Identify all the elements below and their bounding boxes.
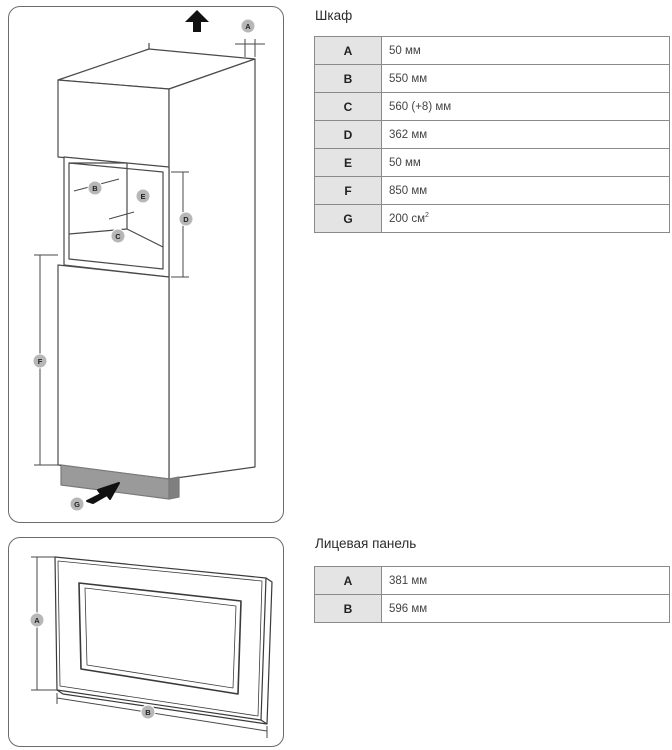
dimension-value: 50 мм [382,37,670,65]
callout-b [88,181,102,195]
svg-text:B: B [92,184,98,193]
callout-c [111,229,125,243]
dimension-value: 560 (+8) мм [382,93,670,121]
dimension-key: E [315,149,382,177]
front-panel-diagram-panel [8,537,284,747]
svg-text:F: F [37,357,43,366]
dimension-value: 550 мм [382,65,670,93]
dimension-value: 50 мм [382,149,670,177]
svg-text:D: D [183,215,189,224]
callout-e [136,189,150,203]
dimension-value: 381 мм [382,567,670,595]
dimension-value: 596 мм [382,595,670,623]
table-row [315,93,670,121]
airflow-up-arrow-icon [185,10,209,32]
svg-text:G: G [74,500,80,509]
cabinet-diagram [9,7,285,524]
svg-text:B: B [145,708,151,717]
callout-g [70,497,84,511]
dimension-value: 850 мм [382,177,670,205]
svg-text:E: E [140,192,146,201]
dimension-value [382,205,670,233]
table-row [315,567,670,595]
cabinet-section-title: Шкаф [315,8,353,23]
table-row [315,205,670,233]
dimension-key: C [315,93,382,121]
dimension-key: G [315,205,382,233]
dimension-value: 362 мм [382,121,670,149]
cabinet-dimensions-table [314,36,670,233]
table-row [315,595,670,623]
table-row [315,65,670,93]
dimension-key: D [315,121,382,149]
dimension-key: B [315,595,382,623]
callout-f [33,354,47,368]
svg-text:A: A [245,22,251,31]
callout-a [30,613,44,627]
table-row [315,177,670,205]
value-superscript: 2 [425,212,429,219]
front-panel-diagram [9,538,285,748]
dimension-key: B [315,65,382,93]
cabinet-diagram-panel [8,6,284,523]
callout-d [179,212,193,226]
table-row [315,149,670,177]
dimension-key: F [315,177,382,205]
dimension-key: A [315,567,382,595]
callout-b [141,705,155,719]
dimension-key: A [315,37,382,65]
table-row [315,37,670,65]
svg-text:A: A [34,616,40,625]
table-row [315,121,670,149]
front-panel-dimensions-table [314,566,670,623]
front-panel-section-title: Лицевая панель [315,536,417,551]
value-text: 200 см [389,213,426,225]
callout-a [241,19,255,33]
svg-text:C: C [115,232,121,241]
